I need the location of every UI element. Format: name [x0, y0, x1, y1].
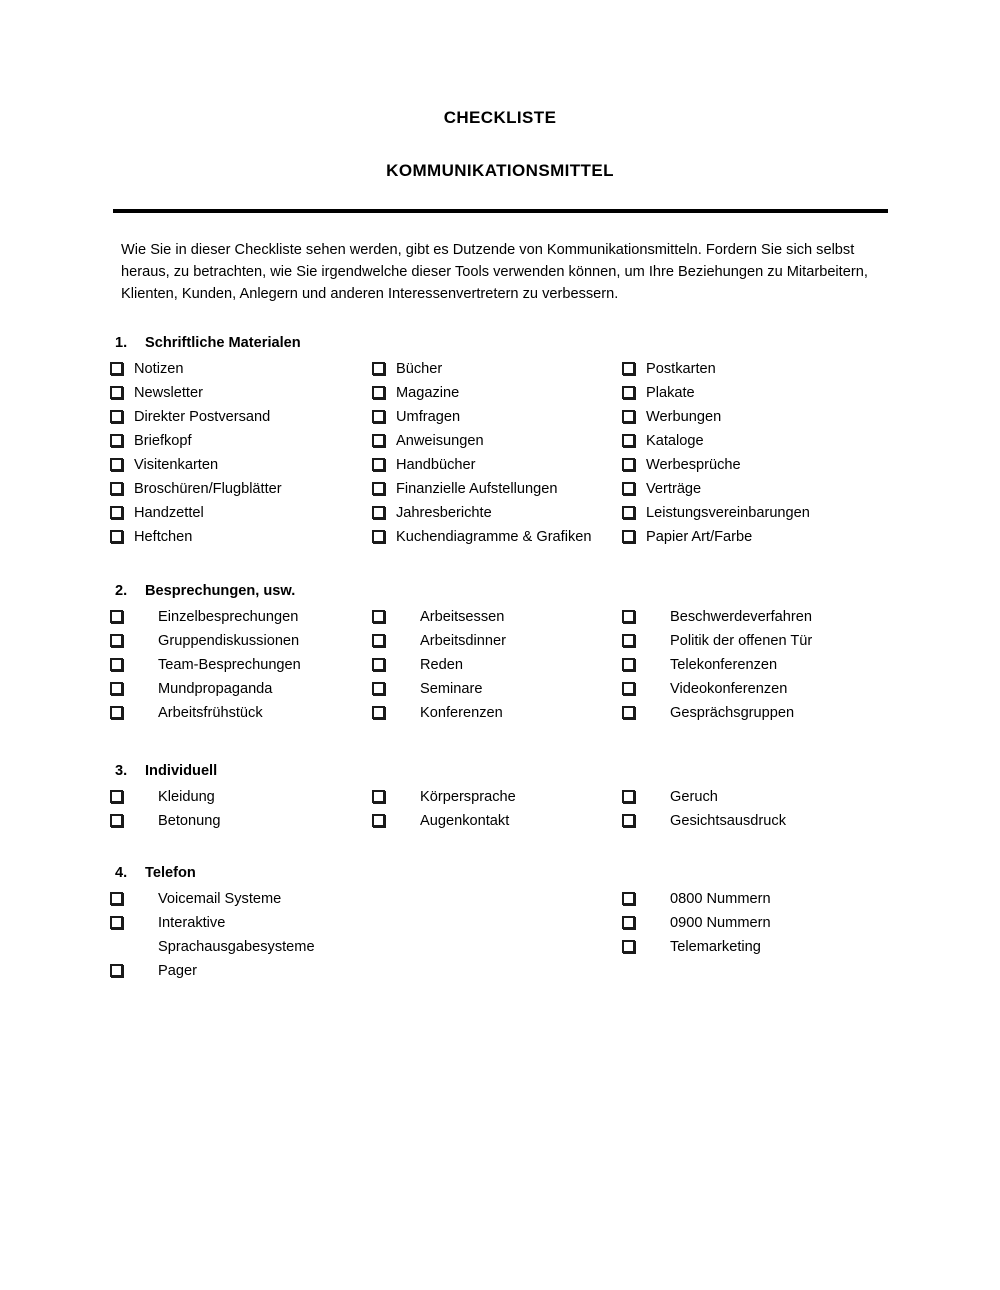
- checklist-item-label: 0900 Nummern: [670, 915, 771, 931]
- section-2-column-2: [372, 605, 622, 725]
- checklist-item[interactable]: [110, 477, 372, 501]
- section-4-column-3: [622, 887, 890, 983]
- section-3-number: 3.: [115, 763, 128, 779]
- checklist-item-label: Arbeitsfrühstück: [158, 705, 263, 721]
- checkbox-icon[interactable]: [622, 814, 635, 827]
- checklist-item[interactable]: [622, 429, 890, 453]
- checklist-item[interactable]: [622, 357, 890, 381]
- section-1-heading: Schriftliche Materialen: [145, 335, 301, 351]
- checklist-item[interactable]: [622, 405, 890, 429]
- checklist-item-label: Kataloge: [646, 433, 704, 449]
- checklist-item[interactable]: [372, 477, 622, 501]
- checklist-item-label: Handzettel: [134, 505, 204, 521]
- checklist-item-label: Gruppendiskussionen: [158, 633, 300, 649]
- checkbox-icon[interactable]: [622, 386, 635, 399]
- checkbox-icon[interactable]: [622, 892, 635, 905]
- checkbox-icon[interactable]: [110, 458, 123, 471]
- checklist-item[interactable]: [622, 701, 890, 725]
- checklist-item-label: Geruch: [670, 789, 718, 805]
- checklist-item[interactable]: [372, 501, 622, 525]
- checkbox-icon[interactable]: [110, 610, 123, 623]
- checklist-item[interactable]: [622, 525, 890, 549]
- checklist-item[interactable]: [110, 887, 372, 911]
- intro-paragraph: Wie Sie in dieser Checkliste sehen werden, gibt es Dutzende von Kommunikationsmitteln. Fordern Sie sich selbst heraus, zu betrachten, wie Sie irgendwelche dieser Tools verwenden können, um Ihre Beziehungen zu Mitarbeitern, Klienten, Kunden, Anlegern und anderen Interessenvertretern zu verbessern.: [121, 242, 868, 302]
- checkbox-icon[interactable]: [110, 362, 123, 375]
- section-2-header: [110, 583, 890, 599]
- checklist-item[interactable]: [372, 653, 622, 677]
- checklist-item-label: Kuchendiagramme & Grafiken: [396, 529, 592, 545]
- checklist-item-label: Voicemail Systeme: [158, 891, 282, 907]
- checklist-item[interactable]: [110, 605, 372, 629]
- checklist-item[interactable]: [110, 405, 372, 429]
- checklist-item[interactable]: [110, 959, 372, 983]
- checklist-item[interactable]: [110, 809, 372, 833]
- checkbox-icon[interactable]: [622, 790, 635, 803]
- checklist-item-label: Konferenzen: [420, 705, 503, 721]
- checklist-item-label: Arbeitsdinner: [420, 633, 506, 649]
- checkbox-icon[interactable]: [372, 814, 385, 827]
- checklist-item[interactable]: [622, 785, 890, 809]
- checklist-item[interactable]: [622, 381, 890, 405]
- checkbox-icon[interactable]: [110, 506, 123, 519]
- checklist-item[interactable]: [372, 809, 622, 833]
- checklist-item-label: Kleidung: [158, 789, 215, 805]
- checklist-item-label: Verträge: [646, 481, 702, 497]
- section-1-header: [110, 335, 890, 351]
- document-title-primary: CHECKLISTE: [443, 108, 557, 127]
- checklist-item-label: Newsletter: [134, 385, 203, 401]
- checklist-item[interactable]: [622, 477, 890, 501]
- checklist-item[interactable]: [110, 501, 372, 525]
- checkbox-icon[interactable]: [372, 362, 385, 375]
- checklist-item-label: Telekonferenzen: [670, 657, 778, 673]
- checklist-item-label: Jahresberichte: [396, 505, 492, 521]
- checklist-item[interactable]: [110, 453, 372, 477]
- checklist-item-label: Einzelbesprechungen: [158, 609, 299, 625]
- checklist-item[interactable]: [110, 381, 372, 405]
- section-1-number: 1.: [115, 335, 128, 351]
- checklist-item[interactable]: [372, 357, 622, 381]
- checklist-item[interactable]: [372, 701, 622, 725]
- section-besprechungen: [110, 583, 890, 725]
- checklist-item[interactable]: [622, 677, 890, 701]
- section-2-number: 2.: [115, 583, 128, 599]
- checkbox-icon[interactable]: [372, 790, 385, 803]
- checkbox-icon[interactable]: [372, 434, 385, 447]
- checkbox-icon[interactable]: [622, 458, 635, 471]
- checkbox-icon[interactable]: [372, 610, 385, 623]
- checkbox-icon[interactable]: [110, 386, 123, 399]
- checklist-item[interactable]: [372, 405, 622, 429]
- section-4-heading: Telefon: [145, 865, 196, 881]
- checklist-item-label: Papier Art/Farbe: [646, 529, 753, 545]
- checklist-item-label: Werbesprüche: [646, 457, 741, 473]
- checklist-item[interactable]: [372, 785, 622, 809]
- checkbox-icon[interactable]: [622, 610, 635, 623]
- checklist-item-label: Team-Besprechungen: [158, 657, 301, 673]
- checklist-item-label: Interaktive Sprachausgabesysteme: [158, 915, 315, 955]
- checklist-item-label: Anweisungen: [396, 433, 484, 449]
- section-1-column-1: [110, 357, 372, 549]
- checkbox-icon[interactable]: [110, 916, 123, 929]
- checklist-item[interactable]: [622, 501, 890, 525]
- checklist-item-label: Videokonferenzen: [670, 681, 788, 697]
- checkbox-icon[interactable]: [110, 434, 123, 447]
- empty-slot: [372, 887, 622, 911]
- checkbox-icon[interactable]: [622, 682, 635, 695]
- checklist-item-label: Seminare: [420, 681, 483, 697]
- checklist-item[interactable]: [622, 809, 890, 833]
- checklist-item-label: Direkter Postversand: [134, 409, 271, 425]
- checklist-item[interactable]: [622, 453, 890, 477]
- checkbox-icon[interactable]: [110, 814, 123, 827]
- checklist-item[interactable]: [622, 887, 890, 911]
- checklist-item-label: Visitenkarten: [134, 457, 219, 473]
- checkbox-icon[interactable]: [622, 506, 635, 519]
- checklist-item[interactable]: [372, 605, 622, 629]
- checklist-item[interactable]: [622, 629, 890, 653]
- checklist-item[interactable]: [372, 429, 622, 453]
- section-2-column-1: [110, 605, 372, 725]
- checklist-item[interactable]: [110, 701, 372, 725]
- checkbox-icon[interactable]: [372, 458, 385, 471]
- section-3-column-1: [110, 785, 372, 833]
- checklist-item[interactable]: [372, 453, 622, 477]
- checklist-item[interactable]: [110, 785, 372, 809]
- checkbox-icon[interactable]: [622, 410, 635, 423]
- checkbox-icon[interactable]: [622, 362, 635, 375]
- checklist-item[interactable]: [110, 525, 372, 549]
- checkbox-icon[interactable]: [372, 506, 385, 519]
- empty-slot: [372, 935, 622, 959]
- document-title-block: [0, 0, 1000, 181]
- section-individuell: [110, 763, 890, 833]
- checkbox-icon[interactable]: [622, 434, 635, 447]
- checklist-item-label: Bücher: [396, 361, 443, 377]
- checkbox-icon[interactable]: [110, 530, 123, 543]
- section-3-column-3: [622, 785, 890, 833]
- checklist-item-label: Heftchen: [134, 529, 193, 545]
- checklist-item[interactable]: [372, 677, 622, 701]
- checklist-item[interactable]: [110, 911, 372, 959]
- checkbox-icon[interactable]: [372, 634, 385, 647]
- checklist-item-label: Pager: [158, 963, 197, 979]
- checklist-item[interactable]: [110, 629, 372, 653]
- checkbox-icon[interactable]: [372, 386, 385, 399]
- checkbox-icon[interactable]: [110, 706, 123, 719]
- section-4-header: [110, 865, 890, 881]
- checklist-item-label: Briefkopf: [134, 433, 192, 449]
- checklist-item[interactable]: [372, 629, 622, 653]
- checklist-item-label: Politik der offenen Tür: [670, 633, 813, 649]
- checklist-item[interactable]: [110, 429, 372, 453]
- checkbox-icon[interactable]: [110, 790, 123, 803]
- checkbox-icon[interactable]: [372, 682, 385, 695]
- checklist-item-label: Finanzielle Aufstellungen: [396, 481, 558, 497]
- checklist-item-label: Handbücher: [396, 457, 476, 473]
- document-title-secondary: KOMMUNIKATIONSMITTEL: [386, 161, 614, 180]
- checkbox-icon[interactable]: [110, 634, 123, 647]
- checklist-item-label: Betonung: [158, 813, 221, 829]
- checklist-item-label: Gesichtsausdruck: [670, 813, 786, 829]
- section-1-column-3: [622, 357, 890, 549]
- horizontal-divider: [113, 209, 888, 213]
- checklist-item[interactable]: [622, 653, 890, 677]
- section-4-column-2-empty: [372, 887, 622, 983]
- checklist-item-label: 0800 Nummern: [670, 891, 771, 907]
- checkbox-icon[interactable]: [110, 964, 123, 977]
- section-4-number: 4.: [115, 865, 128, 881]
- checklist-item[interactable]: [110, 653, 372, 677]
- checkbox-icon[interactable]: [372, 658, 385, 671]
- checklist-item[interactable]: [622, 911, 890, 935]
- checkbox-icon[interactable]: [622, 916, 635, 929]
- checklist-item[interactable]: [110, 677, 372, 701]
- checklist-item-label: Augenkontakt: [420, 813, 510, 829]
- checkbox-icon[interactable]: [622, 634, 635, 647]
- checkbox-icon[interactable]: [622, 482, 635, 495]
- checklist-item-label: Postkarten: [646, 361, 716, 377]
- checklist-item-label: Plakate: [646, 385, 695, 401]
- checklist-item[interactable]: [622, 605, 890, 629]
- checkbox-icon[interactable]: [110, 892, 123, 905]
- checklist-item[interactable]: [622, 935, 890, 959]
- checklist-item-label: Gesprächsgruppen: [670, 705, 795, 721]
- section-4-column-1: [110, 887, 372, 983]
- section-3-header: [110, 763, 890, 779]
- checkbox-icon[interactable]: [622, 706, 635, 719]
- checkbox-icon[interactable]: [372, 482, 385, 495]
- section-3-columns: [110, 785, 890, 833]
- checklist-item-label: Notizen: [134, 361, 184, 377]
- checkbox-icon[interactable]: [372, 706, 385, 719]
- section-2-heading: Besprechungen, usw.: [145, 583, 296, 599]
- checklist-item-label: Telemarketing: [670, 939, 761, 955]
- section-4-columns: [110, 887, 890, 983]
- checkbox-icon[interactable]: [622, 530, 635, 543]
- section-1-columns: [110, 357, 890, 549]
- checklist-item[interactable]: [372, 381, 622, 405]
- section-1-column-2: [372, 357, 622, 549]
- checklist-item[interactable]: [372, 525, 622, 549]
- section-schriftliche-materialen: [110, 335, 890, 549]
- checkbox-icon[interactable]: [110, 410, 123, 423]
- section-3-column-2: [372, 785, 622, 833]
- checklist-item-label: Broschüren/Flugblätter: [134, 481, 282, 497]
- checklist-item-label: Werbungen: [646, 409, 722, 425]
- checkbox-icon[interactable]: [110, 682, 123, 695]
- checkbox-icon[interactable]: [110, 482, 123, 495]
- checklist-item-label: Beschwerdeverfahren: [670, 609, 812, 625]
- section-telefon: [110, 865, 890, 983]
- checklist-item-label: Mundpropaganda: [158, 681, 273, 697]
- empty-slot: [372, 911, 622, 935]
- section-2-columns: [110, 605, 890, 725]
- checkbox-icon[interactable]: [622, 940, 635, 953]
- section-2-column-3: [622, 605, 890, 725]
- checklist-item[interactable]: [110, 357, 372, 381]
- section-3-heading: Individuell: [145, 763, 218, 779]
- checklist-item-label: Arbeitsessen: [420, 609, 505, 625]
- checklist-item-label: Körpersprache: [420, 789, 516, 805]
- checklist-item-label: Umfragen: [396, 409, 461, 425]
- checkbox-icon[interactable]: [110, 658, 123, 671]
- checkbox-icon[interactable]: [622, 658, 635, 671]
- checklist-item-label: Leistungsvereinbarungen: [646, 505, 810, 521]
- checklist-item-label: Magazine: [396, 385, 460, 401]
- checkbox-icon[interactable]: [372, 530, 385, 543]
- checklist-item-label: Reden: [420, 657, 464, 673]
- checkbox-icon[interactable]: [372, 410, 385, 423]
